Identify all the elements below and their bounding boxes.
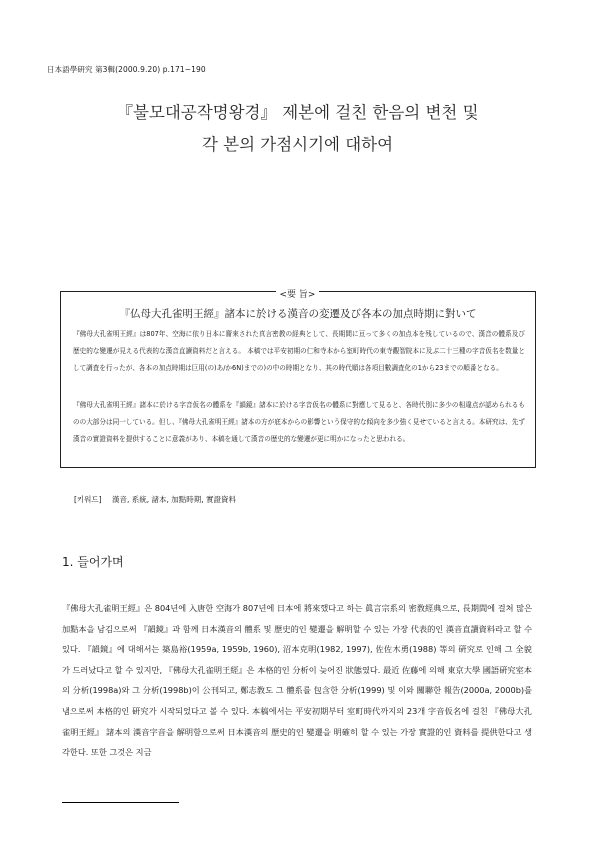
abstract-label-text: <要 旨> [276,290,320,300]
keywords-label: [키워드] [74,495,102,504]
abstract-title: 『仏母大孔雀明王經』諸本に於ける漢音の変遷及び各本の加点時期に對いて [119,308,477,320]
journal-reference: 日本語學硏究 第3輯(2000.9.20) p.171~190 [47,65,206,74]
paper-title-line-1: 『불모대공작명왕경』 제본에 걸친 한음의 변천 및 [116,103,479,122]
abstract-label [0,282,595,301]
keywords [74,494,236,505]
keywords-terms: 漢音, 系統, 諸本, 加點時期, 實證資料 [111,495,237,504]
paper-title-line-2: 각 본의 가점시기에 대하여 [201,135,394,154]
body-paragraph: 『佛母大孔雀明王經』은 804년에 入唐한 空海가 807년에 日本에 將來했다고 하는 眞言宗系의 密敎經典으로, 長期間에 걸쳐 많은 加點本을 남김으로써 『韻鏡』과 함께 日本漢音의 體系 및 歷史的인 變遷을 解明할 수 있는 가장 代表的인 漢音直讀資料라고 할 수 있다. 『韻鏡』에 대해서는 築島裕(1959a, 1959b, 1960), 沼本克明(1982, 1997), 佐佐木勇(1988) 等의 硏究로 인해 그 全貌가 드러났다고 할 수 있지만, 『佛母大孔雀明王經』은 本格的인 分析이 늦어진 狀態였다. 最近 佐藤에 의해 東京大學 國語硏究室本의 分析(1998a)와 그 分析(1998b)이 公刊되고, 鄭志敎도 그 體系를 包含한 分析(1999) 및 이와 關聯한 報告(2000a, 2000b)를 냄으로써 本格的인 硏究가 시작되었다고 볼 수 있다. 本稿에서는 平安初期부터 室町時代까지의 23개 字音仮名에 걸친 『佛母大孔雀明王經』 諸本의 漢音字音을 解明함으로써 日本漢音의 歷史的인 變遷을 明確히 할 수 있는 가장 實證的인 資料를 提供한다고 생각한다. 또한 그것은 지금 [62,603,532,758]
abstract-paragraph-2: 『佛母大孔雀明王經』諸本に於ける字音仮名の體系を『韻鏡』諸本に於ける字音仮名の體系に對應して見ると、各時代別に多少の相違点が認められるものの大部分は同一している。但し、『佛母大孔雀明王經』諸本の方が底本からの影響という保守的な傾向を多少強く見せていると言える。本研究は、先ず漢音の實證資料を提供することに意義があり、本稿を通して漢音の歴史的な變遷が更に明かになったと思われる。 [73,401,525,443]
section-heading: 1. 들어가며 [62,555,124,569]
abstract-paragraph-1: 『佛母大孔雀明王經』は807年、空海に依り日本に齎來された真言密教の経典として、長期間に亘って多くの加点本を残しているので、漢音の體系及び歴史的な變遷が見える代表的な漢音直讀資料だと言える。 本稿では平安初期の仁和寺本から室町時代の東寺觀智院本に及ぶ二十三種の字音仮名を数量として調査を行ったが、各本の加点時期は巨用(の)あ/か6N)までの)の中の時期となり、其の時代順は各項目數調査化の1から23までの順番となる。 [73,330,525,372]
footnote-divider [62,802,179,803]
